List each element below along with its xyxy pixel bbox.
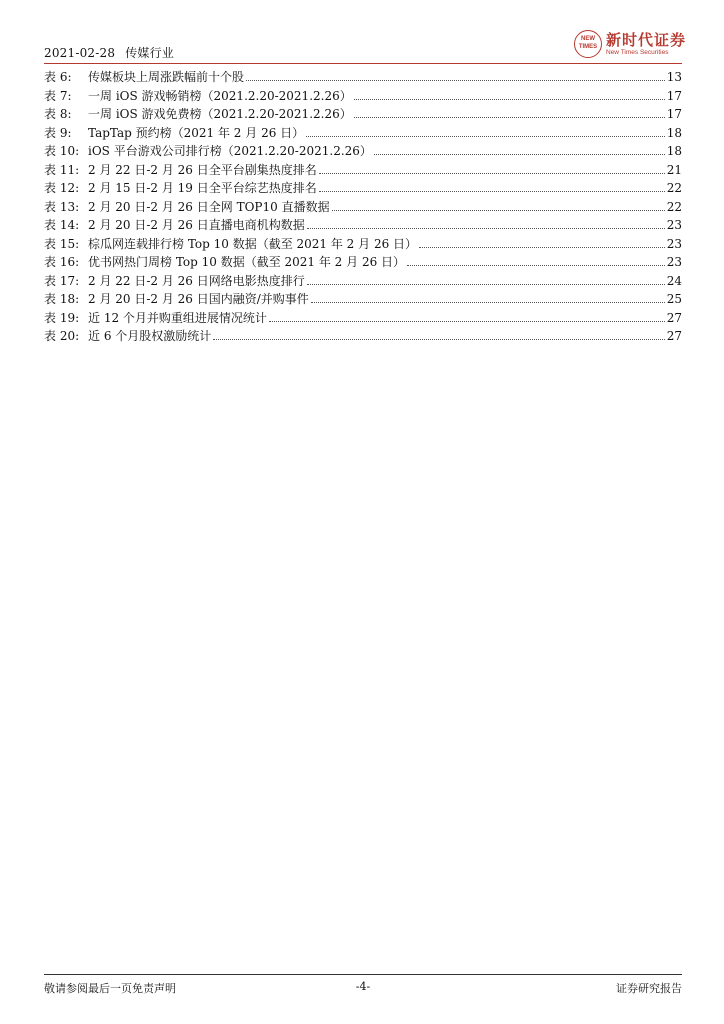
toc-leader-dots — [354, 99, 665, 100]
toc-entry-number: 表 20: — [44, 329, 80, 343]
toc-entry[interactable] — [44, 253, 682, 272]
toc-entry[interactable] — [44, 161, 682, 180]
toc-entry-title: 2 月 22 日-2 月 26 日全平台剧集热度排名 — [88, 162, 317, 177]
toc-entry[interactable] — [44, 142, 682, 161]
toc-entry-number: 表 19: — [44, 310, 80, 325]
toc-entry-number: 表 7: — [44, 88, 72, 103]
page-number: -4- — [355, 980, 371, 993]
toc-entry-title: 棕瓜网连载排行榜 Top 10 数据（截至 2021 年 2 月 26 日） — [88, 236, 418, 251]
toc-leader-dots — [419, 247, 665, 248]
report-date: 2021-02-28 — [44, 46, 116, 60]
toc-entry[interactable] — [44, 272, 682, 291]
toc-leader-dots — [246, 80, 665, 81]
toc-entry-title: TapTap 预约榜（2021 年 2 月 26 日） — [88, 125, 305, 140]
toc-leader-dots — [307, 284, 665, 285]
toc-entry-title: 优书网热门周榜 Top 10 数据（截至 2021 年 2 月 26 日） — [88, 255, 406, 269]
toc-entry-page: 25 — [666, 292, 682, 306]
toc-entry-title: 一周 iOS 游戏畅销榜（2021.2.20-2021.2.26） — [88, 88, 352, 103]
logo-badge-icon: NEW TIMES — [574, 30, 602, 58]
toc-entry-title: 传媒板块上周涨跌幅前十个股 — [88, 70, 245, 84]
toc-entry-number: 表 16: — [44, 255, 80, 269]
toc-entry-number: 表 10: — [44, 144, 80, 158]
industry-label: 传媒行业 — [125, 46, 175, 60]
company-logo — [574, 28, 687, 60]
toc-entry-number: 表 14: — [44, 218, 80, 232]
toc-entry-number: 表 11: — [44, 162, 80, 177]
toc-entry-title: 2 月 20 日-2 月 26 日全网 TOP10 直播数据 — [88, 199, 330, 214]
toc-entry[interactable] — [44, 309, 682, 328]
toc-entry-title: 2 月 20 日-2 月 26 日直播电商机构数据 — [88, 218, 305, 232]
toc-entry-number: 表 9: — [44, 125, 72, 140]
toc-entry-page: 18 — [666, 144, 682, 158]
toc-entry-page: 23 — [666, 218, 682, 232]
toc-leader-dots — [306, 136, 665, 137]
toc-leader-dots — [354, 117, 665, 118]
toc-entry-title: 近 12 个月并购重组进展情况统计 — [88, 310, 267, 325]
toc-entry-title: iOS 平台游戏公司排行榜（2021.2.20-2021.2.26） — [88, 144, 372, 158]
toc-leader-dots — [319, 191, 665, 192]
toc-entry-page: 23 — [666, 236, 682, 251]
toc-entry[interactable] — [44, 87, 682, 106]
toc-entry-page: 27 — [666, 310, 682, 325]
toc-entry-page: 13 — [666, 70, 682, 84]
toc-leader-dots — [407, 265, 665, 266]
toc-entry-title: 2 月 22 日-2 月 26 日网络电影热度排行 — [88, 273, 305, 288]
toc-leader-dots — [269, 321, 665, 322]
toc-entry[interactable] — [44, 198, 682, 217]
toc-leader-dots — [374, 154, 665, 155]
toc-entry[interactable] — [44, 235, 682, 254]
toc-entry[interactable] — [44, 68, 682, 87]
toc-entry-page: 17 — [666, 88, 682, 103]
toc-leader-dots — [319, 173, 665, 174]
toc-entry[interactable] — [44, 179, 682, 198]
table-of-contents — [44, 68, 682, 346]
toc-entry-page: 23 — [666, 255, 682, 269]
toc-entry-title: 一周 iOS 游戏免费榜（2021.2.20-2021.2.26） — [88, 107, 352, 121]
toc-entry-number: 表 15: — [44, 236, 80, 251]
toc-entry[interactable] — [44, 124, 682, 143]
toc-entry[interactable] — [44, 327, 682, 346]
toc-leader-dots — [311, 302, 665, 303]
toc-entry-title: 2 月 15 日-2 月 19 日全平台综艺热度排名 — [88, 181, 317, 195]
logo-text: 新时代证券 — [606, 31, 687, 49]
toc-entry-page: 17 — [666, 107, 682, 121]
disclaimer-note: 敬请参阅最后一页免责声明 — [44, 982, 176, 995]
toc-leader-dots — [213, 339, 664, 340]
toc-entry-page: 18 — [666, 125, 682, 140]
toc-entry-title: 近 6 个月股权激励统计 — [88, 329, 212, 343]
toc-entry-page: 22 — [666, 181, 682, 195]
toc-entry-number: 表 17: — [44, 273, 80, 288]
footer-divider — [44, 974, 682, 975]
logo-english-text: New Times Securities — [606, 49, 669, 56]
toc-leader-dots — [332, 210, 665, 211]
toc-leader-dots — [307, 228, 665, 229]
toc-entry-number: 表 18: — [44, 292, 80, 306]
toc-entry-number: 表 12: — [44, 181, 80, 195]
toc-entry[interactable] — [44, 105, 682, 124]
toc-entry-number: 表 6: — [44, 70, 72, 84]
toc-entry-number: 表 8: — [44, 107, 72, 121]
header-divider — [44, 63, 682, 64]
toc-entry-number: 表 13: — [44, 199, 80, 214]
toc-entry-page: 22 — [666, 199, 682, 214]
toc-entry[interactable] — [44, 290, 682, 309]
toc-entry-title: 2 月 20 日-2 月 26 日国内融资/并购事件 — [88, 292, 309, 306]
toc-entry[interactable] — [44, 216, 682, 235]
report-type: 证券研究报告 — [616, 982, 682, 995]
toc-entry-page: 24 — [666, 273, 682, 288]
toc-entry-page: 21 — [666, 162, 682, 177]
page-header — [44, 44, 180, 61]
toc-entry-page: 27 — [666, 329, 682, 343]
